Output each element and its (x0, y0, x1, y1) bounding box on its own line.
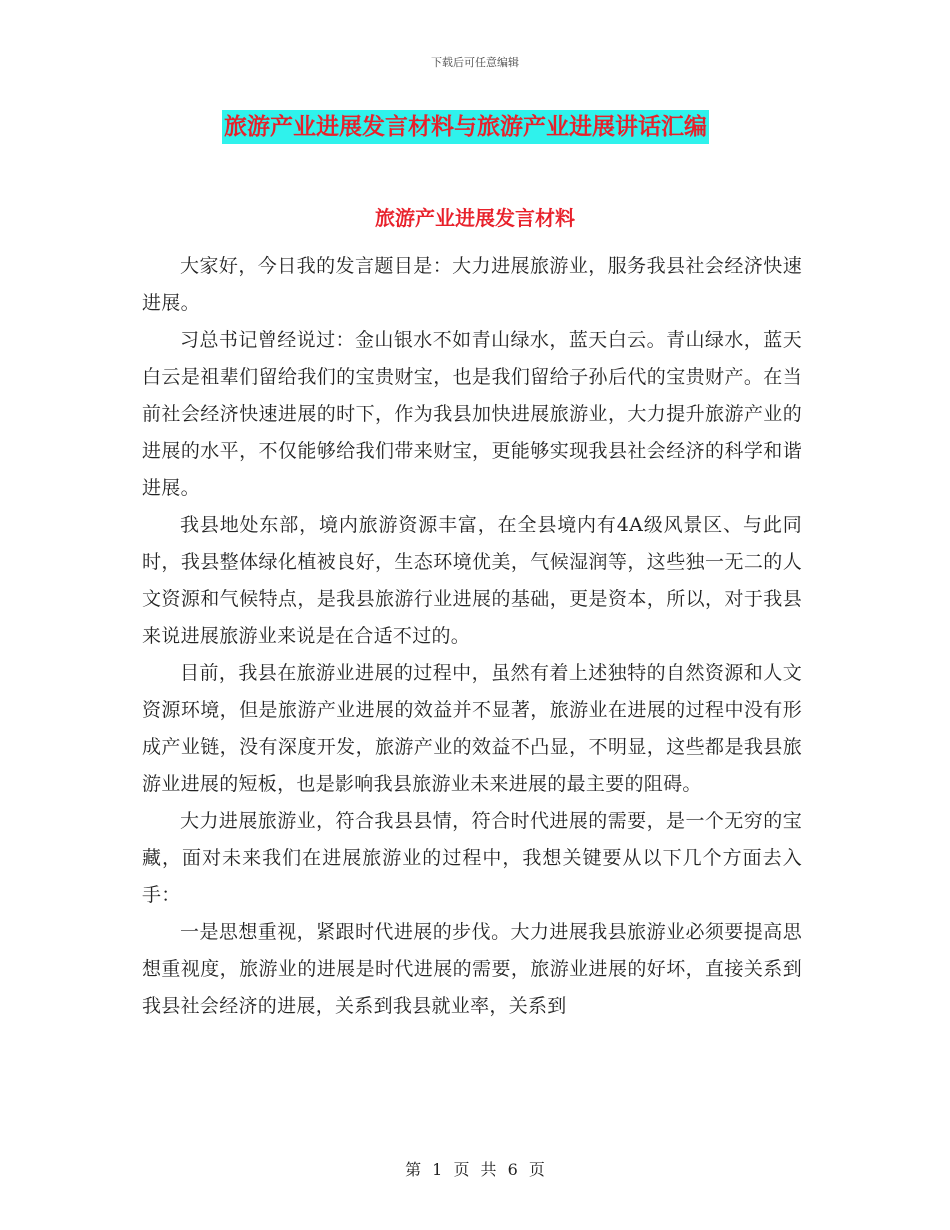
main-title-container (222, 110, 774, 146)
paragraph: 大力进展旅游业，符合我县县情，符合时代进展的需要，是一个无穷的宝藏，面对未来我们在进展旅游业的过程中，我想关键要从以下几个方面去入手： (142, 810, 802, 906)
main-title: 旅游产业进展发言材料与旅游产业进展讲话汇编 (222, 110, 709, 144)
paragraph: 大家好，今日我的发言题目是：大力进展旅游业，服务我县社会经济快速进展。 (142, 255, 802, 314)
section-title: 旅游产业进展发言材料 (375, 206, 575, 230)
paragraph: 习总书记曾经说过：金山银水不如青山绿水，蓝天白云。青山绿水，蓝天白云是祖辈们留给我们的宝贵财宝，也是我们留给子孙后代的宝贵财产。在当前社会经济快速进展的时下，作为我县加快进展旅游业，大力提升旅游产业的进展的水平，不仅能够给我们带来财宝，更能够实现我县社会经济的科学和谐进展。 (142, 329, 802, 499)
paragraph: 一是思想重视，紧跟时代进展的步伐。大力进展我县旅游业必须要提高思想重视度，旅游业的进展是时代进展的需要，旅游业进展的好坏，直接关系到我县社会经济的进展，关系到我县就业率，关系到 (142, 921, 802, 1017)
paragraph: 我县地处东部，境内旅游资源丰富，在全县境内有4A级风景区、与此同时，我县整体绿化植被良好，生态环境优美，气候湿润等，这些独一无二的人文资源和气候特点，是我县旅游行业进展的基础，更是资本，所以，对于我县来说进展旅游业来说是在合适不过的。 (142, 514, 802, 647)
paragraph: 目前，我县在旅游业进展的过程中，虽然有着上述独特的自然资源和人文资源环境，但是旅游产业进展的效益并不显著，旅游业在进展的过程中没有形成产业链，没有深度开发，旅游产业的效益不凸显，不明显，这些都是我县旅游业进展的短板，也是影响我县旅游业未来进展的最主要的阻碍。 (142, 662, 802, 795)
page-header-note: 下载后可任意编辑 (431, 56, 519, 69)
page-number-footer: 第 1 页 共 6 页 (405, 1160, 545, 1179)
document-body (142, 220, 802, 1025)
